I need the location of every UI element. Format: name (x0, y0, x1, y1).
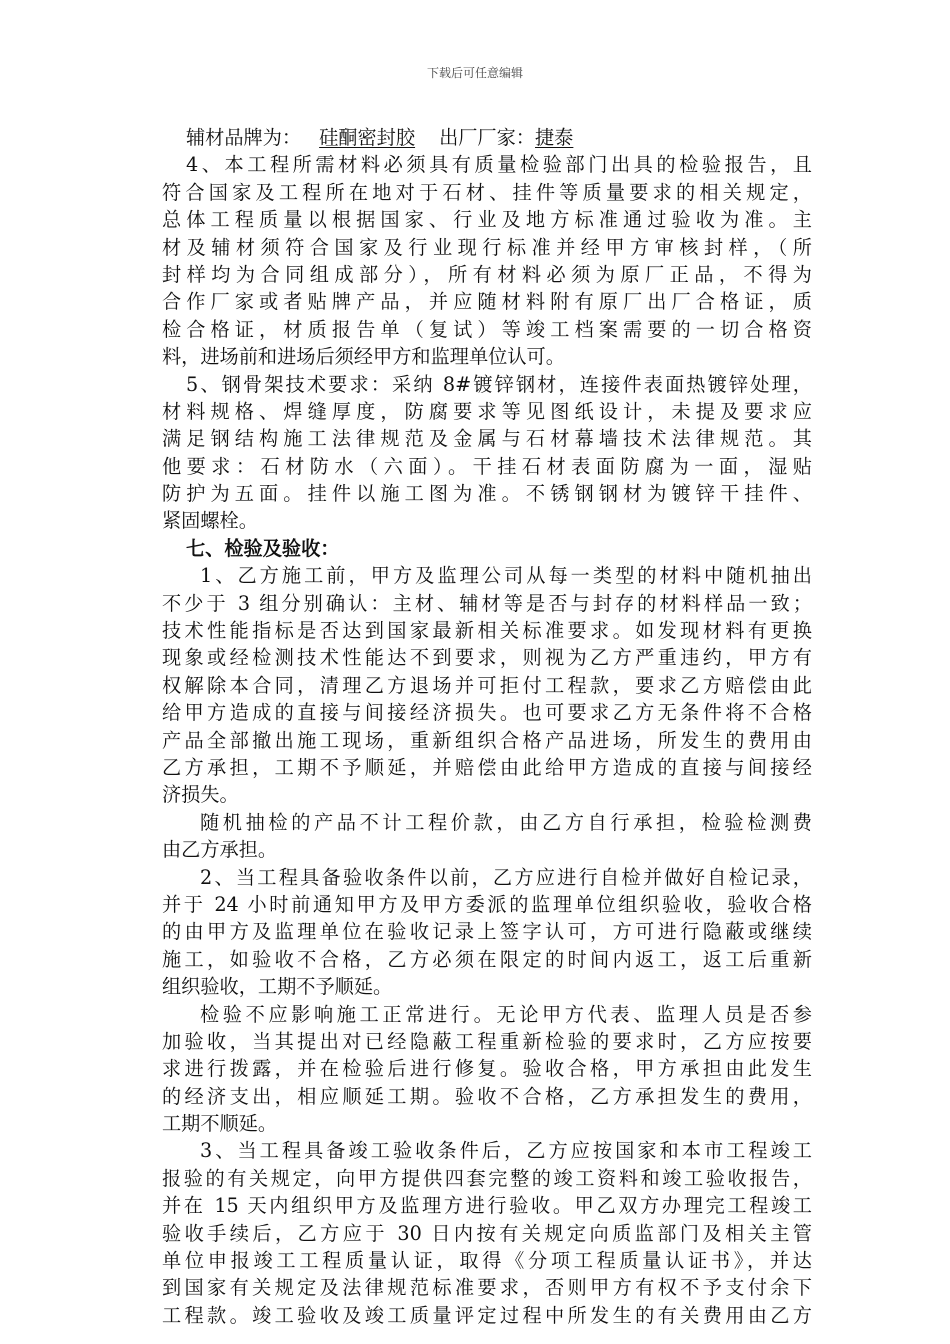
paragraph-line: 验收手续后，乙方应于 30 日内按有关规定向质监部门及相关主管 (162, 1221, 812, 1245)
paragraph-line: 他要求：石材防水（六面）。干挂石材表面防腐为一面，湿贴 (162, 454, 812, 478)
maker-value: 捷泰 (535, 126, 574, 149)
paragraph-line: 到国家有关规定及法律规范标准要求，否则甲方有权不予支付余下 (162, 1276, 812, 1300)
paragraph-line: 总体工程质量以根据国家、行业及地方标准通过验收为准。主 (162, 208, 812, 232)
paragraph-line: 乙方承担，工期不予顺延，并赔偿由此给甲方造成的直接与间接经 (162, 755, 812, 779)
paragraph-line: 技术性能指标是否达到国家最新相关标准要求。如发现材料有更换 (162, 619, 812, 643)
paragraph-line: 工程款。竣工验收及竣工质量评定过程中所发生的有关费用由乙方 (162, 1303, 812, 1327)
paragraph-line: 济损失。 (162, 783, 239, 807)
paragraph-line: 施工，如验收不合格，乙方必须在限定的时间内返工，返工后重新 (162, 947, 812, 971)
document-body (162, 124, 812, 1329)
page-header: 下载后可任意编辑 (426, 66, 523, 80)
paragraph-line: 求进行拨露，并在检验后进行修复。验收合格，甲方承担由此发生 (162, 1057, 812, 1081)
paragraph-line: 符合国家及工程所在地对于石材、挂件等质量要求的相关规定， (162, 180, 812, 204)
paragraph-line: 2、当工程具备验收条件以前，乙方应进行自检并做好自检记录， (200, 865, 812, 889)
paragraph-line: 工期不顺延。 (162, 1112, 278, 1136)
paragraph-line: 并在 15 天内组织甲方及监理方进行验收。甲乙双方办理完工程竣工 (162, 1194, 812, 1218)
paragraph-line: 检合格证，材质报告单（复试）等竣工档案需要的一切合格资 (162, 317, 812, 341)
paragraph-line: 3、当工程具备竣工验收条件后，乙方应按国家和本市工程竣工 (200, 1139, 812, 1163)
paragraph-line: 满足钢结构施工法律规范及金属与石材幕墙技术法律规范。其 (162, 427, 812, 451)
paragraph-line: 防护为五面。挂件以施工图为准。不锈钢钢材为镀锌干挂件、 (162, 482, 812, 506)
paragraph-line: 不少于 3 组分别确认：主材、辅材等是否与封存的材料样品一致； (162, 591, 812, 615)
paragraph-line: 合作厂家或者贴牌产品，并应随材料附有原厂出厂合格证，质 (162, 290, 812, 314)
paragraph-line: 加验收，当其提出对已经隐蔽工程重新检验的要求时，乙方应按要 (162, 1029, 812, 1053)
paragraph-line: 的由甲方及监理单位在验收记录上签字认可，方可进行隐蔽或继续 (162, 920, 812, 944)
paragraph-line: 料，进场前和进场后须经甲方和监理单位认可。 (162, 345, 565, 369)
paragraph-line: 5、钢骨架技术要求：采纳 8#镀锌钢材，连接件表面热镀锌处理， (186, 372, 812, 396)
paragraph-line: 的经济支出，相应顺延工期。验收不合格，乙方承担发生的费用， (162, 1084, 812, 1108)
paragraph-line: 1、乙方施工前，甲方及监理公司从每一类型的材料中随机抽出 (200, 564, 812, 588)
paragraph-line: 报验的有关规定，向甲方提供四套完整的竣工资料和竣工验收报告， (162, 1166, 812, 1190)
paragraph-line: 现象或经检测技术性能达不到要求，则视为乙方严重违约，甲方有 (162, 646, 812, 670)
paragraph-line: 由乙方承担。 (162, 838, 278, 862)
paragraph-line: 检验不应影响施工正常进行。无论甲方代表、监理人员是否参 (200, 1002, 812, 1026)
paragraph-line: 给甲方造成的直接与间接经济损失。也可要求乙方无条件将不合格 (162, 701, 812, 725)
paragraph-line: 材料规格、焊缝厚度，防腐要求等见图纸设计，未提及要求应 (162, 399, 812, 423)
paragraph-line: 材及辅材须符合国家及行业现行标准并经甲方审核封样，（所 (162, 235, 812, 259)
paragraph-line: 组织验收，工期不予顺延。 (162, 975, 393, 999)
brand-value: 硅酮密封胶 (319, 126, 416, 149)
paragraph-line: 权解除本合同，清理乙方退场并可拒付工程款，要求乙方赔偿由此 (162, 673, 812, 697)
paragraph-line: 紧固螺栓。 (162, 509, 258, 533)
paragraph-line: 并于 24 小时前通知甲方及甲方委派的监理单位组织验收，验收合格 (162, 892, 812, 916)
paragraph-line: 封样均为合同组成部分），所有材料必须为原厂正品，不得为 (162, 262, 812, 286)
paragraph-line: 单位申报竣工工程质量认证，取得《分项工程质量认证书》，并达 (162, 1249, 812, 1273)
auxiliary-brand-line (162, 124, 812, 151)
paragraph-line: 4、本工程所需材料必须具有质量检验部门出具的检验报告，且 (186, 153, 812, 177)
paragraph-line: 产品全部撤出施工现场，重新组织合格产品进场，所发生的费用由 (162, 728, 812, 752)
brand-label: 辅材品牌为： (186, 126, 302, 149)
paragraph-line: 随机抽检的产品不计工程价款，由乙方自行承担，检验检测费 (200, 810, 812, 834)
section-heading: 七、检验及验收： (186, 536, 340, 560)
maker-label: 出厂厂家： (439, 126, 535, 149)
